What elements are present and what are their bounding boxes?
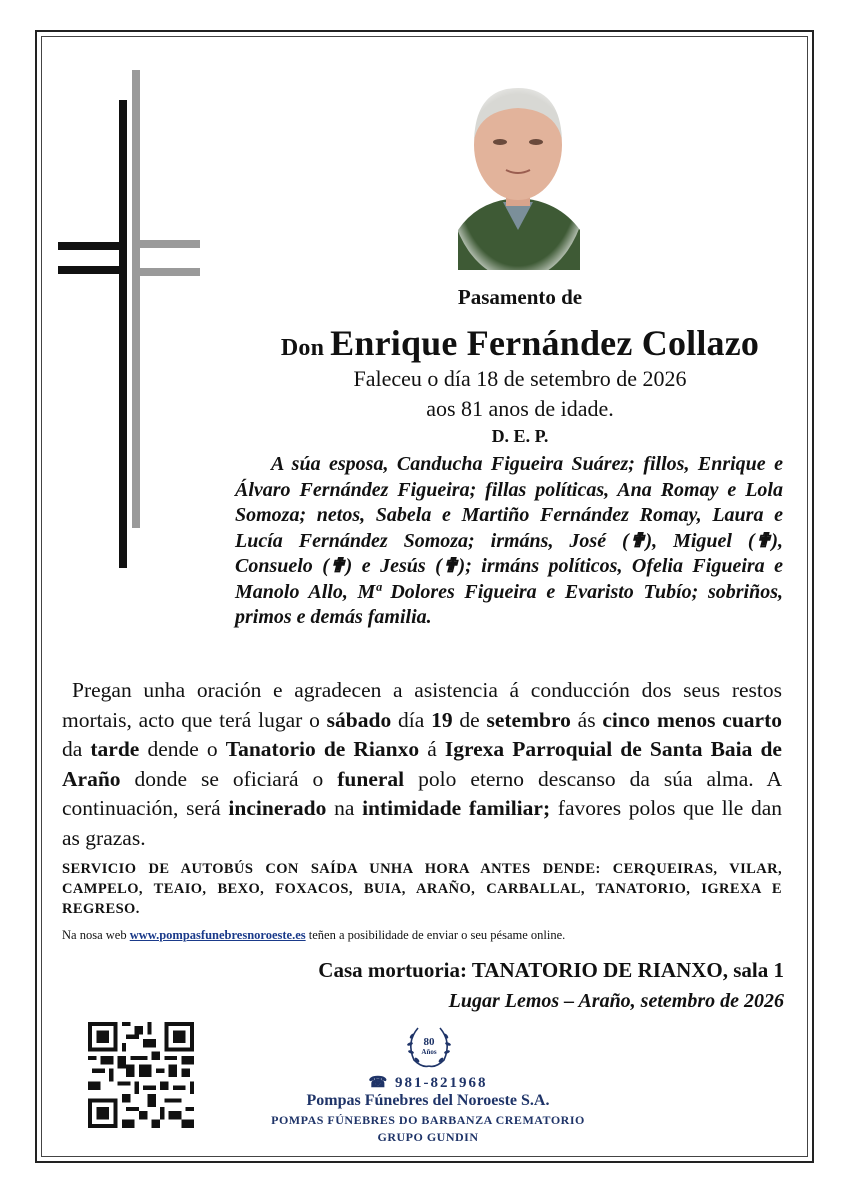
text-span: da <box>62 737 91 761</box>
laurel-logo-icon <box>402 1022 456 1070</box>
bold-span: incinerado <box>228 796 327 820</box>
bold-span: 19 <box>431 707 453 732</box>
casa-mortuoria: Casa mortuoria: TANATORIO DE RIANXO, sala 1 <box>318 958 784 982</box>
bus-service-notice: SERVICIO DE AUTOBÚS CON SAÍDA UNHA HORA ANTES DENDE: CERQUEIRAS, VILAR, CAMPELO, TEAIO, BEXO, FOXACOS, BUIA, ARAÑO, CARBALLAL, TANATORIO, IGREXA E REGRESO. <box>62 861 782 917</box>
text-span: polo eterno descanso da súa alma. A continuación, será <box>62 766 782 820</box>
phone-line <box>230 1073 626 1092</box>
age-text: aos 81 anos de idade. <box>426 396 614 421</box>
text-span: donde se oficiará o <box>120 766 338 791</box>
web-notice <box>62 928 782 943</box>
bold-span: cinco menos cuarto <box>602 707 782 732</box>
dep-text: D. E. P. <box>491 426 549 446</box>
website-link[interactable]: www.pompasfunebresnoroeste.es <box>129 928 306 942</box>
phone-icon: ☎ <box>368 1075 390 1091</box>
text-span: Pregan unha oración e agradecen a asistencia á conducción dos seus restos mortais, acto que terá lugar o <box>62 678 782 732</box>
phone-number[interactable]: 981-821968 <box>394 1075 488 1091</box>
text-span: de <box>452 707 487 732</box>
text-span: na <box>326 796 363 820</box>
text-span: dende o <box>139 737 226 761</box>
prayer-paragraph <box>62 676 782 853</box>
web-text-after: teñen a posibilidade de enviar o seu pésame online. <box>305 928 566 942</box>
cross-icon <box>58 70 208 570</box>
text-span: día <box>391 707 432 732</box>
company-group: GRUPO GUNDIN <box>377 1130 479 1144</box>
bold-span: setembro <box>486 707 571 732</box>
place-date: Lugar Lemos – Araño, setembro de 2026 <box>448 990 784 1012</box>
portrait-photo <box>448 80 588 275</box>
honorific: Don <box>280 335 325 361</box>
family-paragraph: A súa esposa, Canducha Figueira Suárez; fillos, Enrique e Álvaro Fernández Figueira; fillas políticas, Ana Romay e Lola Somoza; netos, Sabela e Martiño Fernández Romay, Laura e Lucía Fernández Somoza; irmáns, José (✟), Miguel (✟), Consuelo (✟) e Jesús (✟); irmáns políticos, Ofelia Figueira e Manolo Allo, Mª Dolores Figueira e Evaristo Tubío; sobriños, primos e demás familia. <box>235 453 783 628</box>
bold-span: intimidade familiar; <box>362 796 551 820</box>
deceased-name <box>210 322 830 364</box>
pasamento-label: Pasamento de <box>457 285 583 309</box>
bold-span: funeral <box>337 766 405 791</box>
bold-span: Igrexa Parroquial de Santa Baia de Araño <box>62 737 782 791</box>
text-span: á <box>419 737 445 761</box>
web-text-before: Na nosa web <box>62 928 130 942</box>
full-name: Enrique Fernández Collazo <box>330 323 760 363</box>
bold-span: Tanatorio de Rianxo <box>225 737 420 761</box>
qr-code-icon[interactable] <box>88 1022 194 1128</box>
text-span: favores polos que lle dan as grazas. <box>62 796 782 850</box>
logo-word: Años <box>421 1048 437 1056</box>
bold-span: tarde <box>90 737 140 761</box>
logo-number: 80 <box>423 1036 435 1048</box>
bold-span: sábado <box>326 707 392 732</box>
company-name: Pompas Fúnebres del Noroeste S.A. <box>306 1092 550 1109</box>
text-span: ás <box>570 707 603 732</box>
death-date: Faleceu o día 18 de setembro de 2026 <box>353 366 687 391</box>
company-subtitle: POMPAS FÚNEBRES DO BARBANZA CREMATORIO <box>271 1113 585 1127</box>
